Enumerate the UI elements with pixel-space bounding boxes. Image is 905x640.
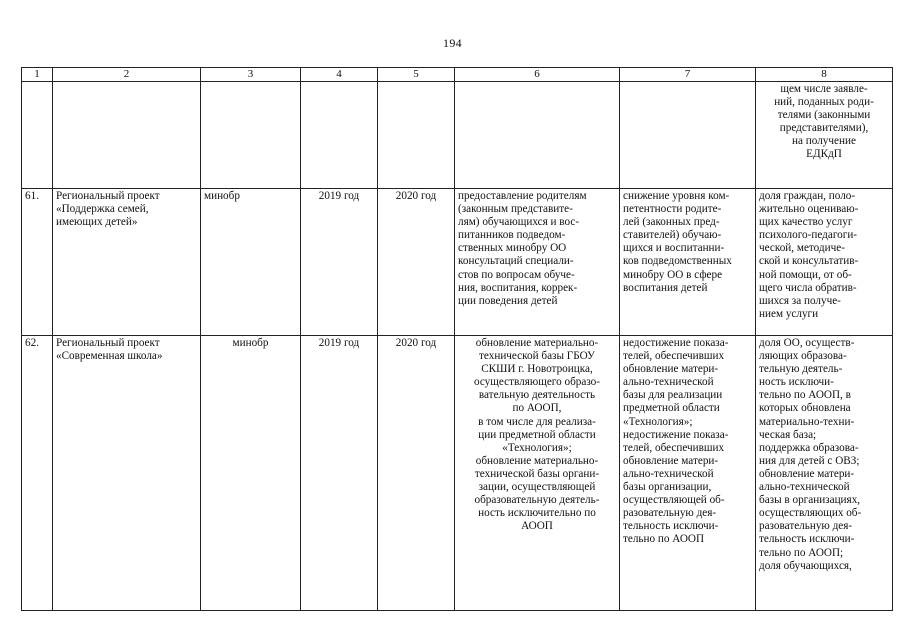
indicator-cell: щем числе заявле- ний, поданных роди- телями (законными представителями), на получение ЕДКдП: [756, 82, 893, 189]
column-header: 2: [53, 68, 201, 82]
data-table: [21, 67, 893, 611]
column-header: 7: [620, 68, 756, 82]
page-number: 194: [443, 36, 462, 50]
column-header: 4: [301, 68, 378, 82]
column-header: 6: [455, 68, 620, 82]
row-number-cell: [22, 82, 53, 189]
table-row: [22, 189, 893, 336]
start-year-cell: 2019 год: [301, 189, 378, 336]
column-header: 3: [201, 68, 301, 82]
project-cell: Региональный проект «Поддержка семей, имеющих детей»: [53, 189, 201, 336]
project-cell: [53, 82, 201, 189]
result-cell: предоставление родителям (законным представите- лям) обучающихся и вос- питанников подведом- ственных минобру ОО консультаций специали- стов по вопросам обуче- ния, воспитания, коррек- ции поведения детей: [455, 189, 620, 336]
project-cell: Региональный проект «Современная школа»: [53, 336, 201, 611]
header-row: [22, 68, 893, 82]
end-year-cell: 2020 год: [378, 189, 455, 336]
row-number-cell: 62.: [22, 336, 53, 611]
end-year-cell: [378, 82, 455, 189]
risk-cell: [620, 82, 756, 189]
risk-cell: снижение уровня ком- петентности родите- лей (законных пред- ставителей) обучаю- щихся и воспитанни- ков подведомственных минобру ОО в сфере воспитания детей: [620, 189, 756, 336]
column-header: 1: [22, 68, 53, 82]
indicator-cell: доля граждан, поло- жительно оцениваю- щих качество услуг психолого-педагоги- ческой, методиче- ской и консультатив- ной помощи, от об- щего числа обратив- шихся за получе- нием услуги: [756, 189, 893, 336]
risk-cell: недостижение показа- телей, обеспечивших обновление матери- ально-технической базы для реализации предметной области «Технология»; недостижение показа- телей, обеспечивших обновление матери- ально-технической базы организации, осуществляющей об- разовательную дея- тельность исключи- тельно по АООП: [620, 336, 756, 611]
result-cell: обновление материально- технической базы ГБОУ СКШИ г. Новотроицка, осуществляющего образо- вательную деятельность по АООП, в том числе для реализа- ции предметной области «Технология»; обновление материально- технической базы органи- зации, осуществляющей образовательную деятель- ность исключительно по АООП: [455, 336, 620, 611]
start-year-cell: [301, 82, 378, 189]
column-header: 5: [378, 68, 455, 82]
table-row: [22, 82, 893, 189]
end-year-cell: 2020 год: [378, 336, 455, 611]
responsible-cell: минобр: [201, 336, 301, 611]
table-row: [22, 336, 893, 611]
responsible-cell: минобр: [201, 189, 301, 336]
indicator-cell: доля ОО, осуществ- ляющих образова- тельную деятель- ность исключи- тельно по АООП, в которых обновлена материально-техни- ческая база; поддержка образова- ния для детей с ОВЗ; обновление матери- ально-технической базы в организациях, осуществляющих об- разовательную дея- тельность исключи- тельно по АООП; доля обучающихся,: [756, 336, 893, 611]
row-number-cell: 61.: [22, 189, 53, 336]
column-header: 8: [756, 68, 893, 82]
result-cell: [455, 82, 620, 189]
start-year-cell: 2019 год: [301, 336, 378, 611]
responsible-cell: [201, 82, 301, 189]
table-header: [22, 68, 893, 82]
